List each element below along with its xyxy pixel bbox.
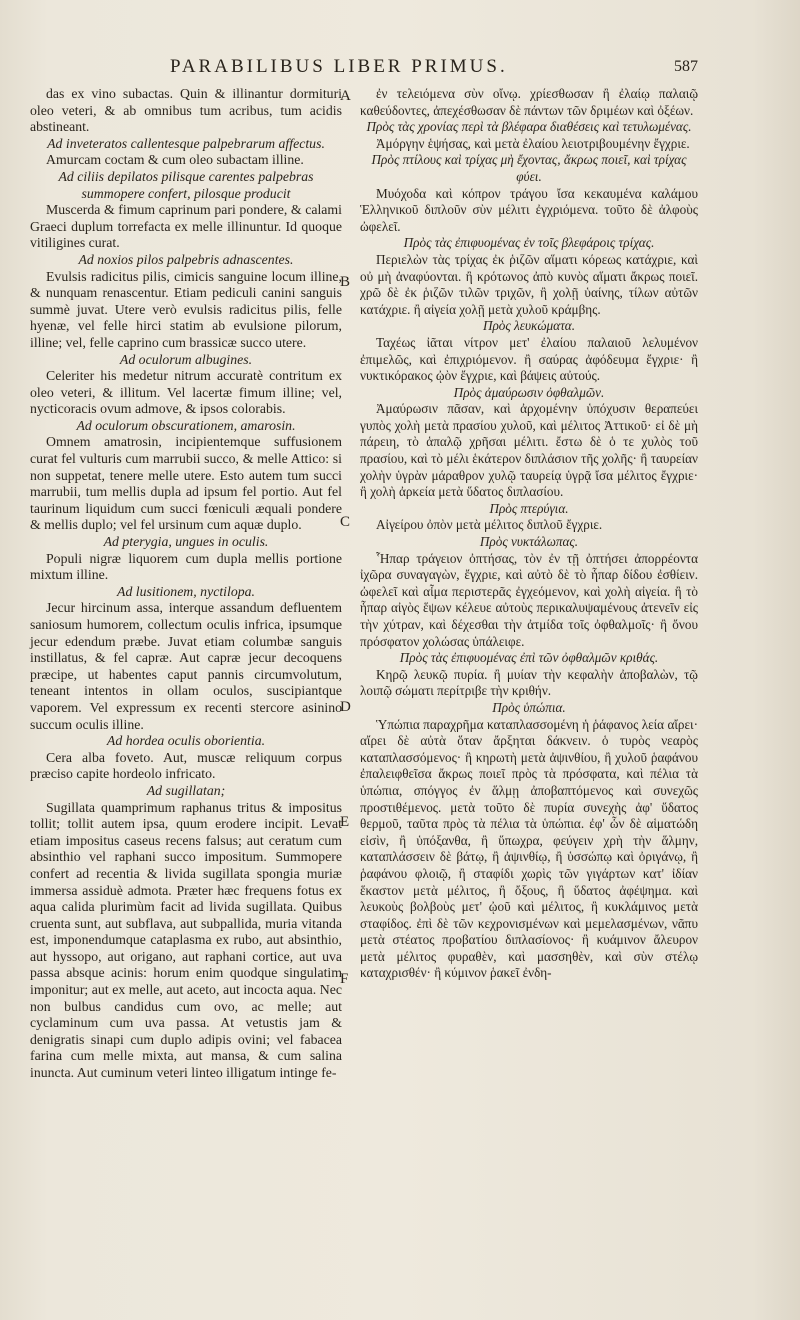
section-heading: Πρὸς ὑπώπια.	[492, 699, 566, 715]
text-paragraph: Ὑπώπια παραχρῆμα καταπλασσομένη ἡ ῥάφανος λεία αἴρει· αἴρει δὲ αὐτὰ ὅταν ἄρξηται δάκνειν. ὁ τυρὸς νεαρὸς καταπλασσόμενος· ἢ κηρωτὴ μετὰ ἀψινθίου, ἢ χυλοῦ ῥαφάνου ἐπαλειφθεῖσα ἄκρως ποιεῖ πρὸς τὰ πρόσφατα, καὶ πέλια τὰ ὑπώπια, σπόγγος ἐν ἅλμῃ ἀποβαπτόμενος καὶ συνεχῶς προστιθέμενος. μετὰ τοῦτο δὲ πυρία συνεχὴς ἀφ' ὕδατος θερμοῦ, ταῦτα πρὸς τὰ πέλια τὰ ὑπώπια. ἐφ' ὧν δὲ αἱματώδη εἰσὶν, ἢ ὑπόξανθα, ἢ ὕπωχρα, φεύγειν χρὴ τὴν ἅλμην, καταπλάσσειν δὲ βάτῳ, ἢ ἀψινθίῳ, ἢ ὑσσώπῳ καὶ ὀριγάνῳ, ἢ ῥαφάνου φλοιῷ, ἢ σταφίδι χωρὶς τῶν γιγάρτων κατ' ἰδίαν ἕκαστον μετὰ μέλιτος, ἢ ὄξους, ἢ ὕδατος ἀφέψημα. καὶ λευκοὺς βολβοὺς μετ' ᾠοῦ καὶ μέλιτος, ἢ κυκλάμινος μετὰ σταφίδος. ἐπὶ δὲ τῶν κεχρονισμένων καὶ μεμελασμένων, νᾶπυ μετὰ στέατος προβατίου διπλασίονος· ἢ κυάμινον ἄλευρον μετὰ μέλιτος φυραθὲν, καὶ μασσηθὲν, καὶ σὺν στέλῳ καταχρισθέν· ἢ κύμινον ῥακεῖ ἐνδη-	[360, 716, 698, 981]
section-heading: Ad ciliis depilatos pilisque carentes palpebras summopere confert, pilosque producit	[58, 168, 314, 201]
text-paragraph: ἐν τελειόμενα σὺν οἴνῳ. χρίεσθωσαν ἢ ἐλαίῳ παλαιῷ καθεύδοντες, ἀπεχέσθωσαν δὲ πάντων τῶν δριμέων καὶ ὀξέων.	[360, 86, 698, 118]
margin-letter-d: D	[340, 699, 351, 715]
section-heading: Πρὸς πτερύγια.	[489, 500, 569, 516]
text-paragraph: Cera alba foveto. Aut, muscæ reliquum corpus præciso capite hordeolo infricato.	[30, 749, 342, 782]
section-heading: Ad lusitionem, nyctilopa.	[117, 583, 255, 599]
margin-letter-f: F	[340, 971, 349, 987]
margin-letter-a: A	[340, 88, 351, 104]
text-paragraph: Μυόχοδα καὶ κόπρον τράγου ἴσα κεκαυμένα καλάμου Ἑλληνικοῦ διπλοῦν σὺν μέλιτι ἐγχριόμενα. τοῦτο δὲ ἀλφοὺς ὠφελεῖ.	[360, 185, 698, 234]
page-number: 587	[674, 58, 698, 75]
text-paragraph: Muscerda & fimum caprinum pari pondere, & calami Graeci duplum torrefacta ex melle illinuntur. Id quoque vitiligines curat.	[30, 202, 342, 251]
section-heading: Πρὸς τὰς χρονίας περὶ τὰ βλέφαρα διαθέσεις καὶ τετυλωμένας.	[366, 119, 692, 135]
text-paragraph: Jecur hircinum assa, interque assandum defluentem saniosum humorem, collectum oculis infrica, ipsumque jecur edendum præbe. Juvat etiam columbæ sanguis instillatus, & fel capræ. Aut capræ jecur decoquens præcipe, ut habentes caput pannis circumvolutum, teneant intentos in ollam oculos, suscipiantque vaporem. Vel expressum ex recenti stercore asinino succum oculis illine.	[30, 600, 342, 732]
greek-column	[360, 86, 698, 982]
section-heading: Ad oculorum albugines.	[119, 351, 253, 367]
margin-letters	[340, 86, 360, 1186]
running-head	[0, 56, 800, 82]
text-paragraph: Περιελὼν τὰς τρίχας ἐκ ῥιζῶν αἵματι κόρεως κατάχριε, καὶ οὐ μὴ ἀναφύονται. ἢ κρότωνος ἀπὸ κυνὸς αἵματι ἄκρως ποιεῖ. χρῶ δὲ ἐκ ῥιζῶν τιλῶν τριχῶν, ἢ χολῇ ὑαίνης, τίλων αὐτῶν κατάχριε. ἢ αἰγεία χολῇ μετὰ χυλοῦ κράμβης.	[360, 251, 698, 317]
section-heading: Ad hordea oculis oborientia.	[106, 733, 266, 749]
margin-letter-b: B	[340, 274, 351, 290]
text-paragraph: Populi nigræ liquorem cum dupla mellis portione mixtum illine.	[30, 550, 342, 583]
text-paragraph: Ἀμόργην ἑψήσας, καὶ μετὰ ἐλαίου λειοτριβουμένην ἔγχριε.	[376, 135, 690, 151]
text-paragraph: Ἀμαύρωσιν πᾶσαν, καὶ ἀρχομένην ὑπόχυσιν θεραπεύει γυπὸς χολὴ μετὰ πρασίου χυλοῦ, καὶ μέλιτος Ἀττικοῦ· εἰ δὲ μὴ πάρειη, τὸ ἁπαλῷ χρῆσαι μέλιτι. ἔστω δὲ ὁ τε χυλὸς τοῦ πρασίου, καὶ τὸ μέλι ἑκάτερον διπλάσιον τῆς χολῆς· ἢ ταυρείαν χολὴν ὑγρὰν μάραθρον χυλῷ ταυρείᾳ ὑγρᾷ ἴσα μέλιτος ἔγχριε· ἢ χολὴ ἀρκεία μετὰ ὕδατος διπλασίου.	[360, 401, 698, 500]
text-paragraph: Evulsis radicitus pilis, cimicis sanguine locum illine, & nunquam renascentur. Etiam pediculi canini sanguis summè juvat. Utere verò evulsis radicitus pilis, felle hyenæ, vel felle hirci statim ab evulsione pilorum, illine; vel, felle caprino cum brassicæ succo utere.	[30, 268, 342, 350]
section-heading: Πρὸς ἀμαύρωσιν ὀφθαλμῶν.	[453, 384, 605, 400]
latin-column	[30, 86, 342, 1082]
text-paragraph: Ταχέως ἰᾶται νίτρον μετ' ἐλαίου παλαιοῦ λελυμένον ἐπιμελῶς, καὶ ἐπιχριόμενον. ἢ σαύρας ἀφόδευμα ἔγχριε· ἢ νυκτικόρακος ᾠὸν ἔγχριε, καὶ βάψεις αὐτούς.	[360, 334, 698, 384]
section-heading: Ad inveteratos callentesque palpebrarum affectus.	[47, 135, 325, 151]
section-heading: Πρὸς λευκώματα.	[482, 318, 576, 334]
text-paragraph: Amurcam coctam & cum oleo subactam illine.	[46, 152, 304, 168]
text-paragraph: Sugillata quamprimum raphanus tritus & impositus tollit; tollit autem ipsa, quum erodere incipit. Levat etiam impositus caseus recens falsus; aut ceratum cum absinthio vel raphani succo impositum. Summopere confert ad recentia & livida sugillata spongia muriæ immersa assiduè admota. Præter hæc frequens fotus ex aqua calida plurimùm facit ad livida sugillata. Quibus cruenta sunt, aut subflava, aut subpallida, muria vitanda est, imponendumque cataplasma ex rubo, aut absinthio, aut hyssopo, aut origano, aut raphani cortice, aut uva passa absque acinis: horum enim quodque singulatim imponitur; aut ex melle, aut aceto, aut incocta aqua. Nec non bulbus candidus cum ovo, ac melle; aut cyclaminum cum uva passa. At vetustis jam & denigratis sinapi cum duplo adipis ovini; vel fabacea farina cum melle mixta, aut mansa, & cum salina inuncta. Aut cuminum veteri linteo illigatum intinge fe-	[30, 799, 342, 1081]
section-heading: Πρὸς τὰς ἐπιφυομένας ἐν τοῖς βλεφάροις τρίχας.	[403, 235, 655, 251]
margin-letter-e: E	[340, 814, 350, 830]
section-heading: Πρὸς νυκτάλωπας.	[479, 534, 579, 550]
text-paragraph: Ἧπαρ τράγειον ὀπτήσας, τὸν ἐν τῇ ὀπτήσει ἀπορρέοντα ἰχῶρα συναγαγὼν, ἔγχριε, καὶ αὐτὸ δὲ τὸ ἧπαρ δίδου ἐσθίειν. ὠφελεῖ καὶ αἷμα περιστερᾶς ἐγχεόμενον, καὶ χολὴ αἰγεία. ἢ τὸ ἧπαρ αἰγὸς ἕψων κέλευε αὐτοὺς περικαλυψαμένους ἀτενεῖν εἰς τὴν χύτραν, καὶ δέχεσθαι τὴν ἀτμίδα τοῖς ὀφθαλμοῖς· ἢ ὄνου πρόσφατον χολώσας ὑπάλειφε.	[360, 550, 698, 649]
section-heading: Ad noxios pilos palpebris adnascentes.	[78, 251, 294, 267]
text-paragraph: Omnem amatrosin, incipientemque suffusionem curat fel vulturis cum marrubii succo, & melle Attico: si non suppetat, tenere melle utere. Esto autem tum succi marrubii, tum mellis dupla ad ipsum fel portio. Aut fel taurinum liquidum cum succi fœniculi æquali pondere & mellis duplo; vel fel ursinum cum aquæ duplo.	[30, 434, 342, 533]
text-paragraph: Κηρῷ λευκῷ πυρία. ἢ μυίαν τὴν κεφαλὴν ἀποβαλὼν, τῷ λοιπῷ σώματι περίτριβε τὴν κριθήν.	[360, 666, 698, 699]
section-heading: Ad pterygia, ungues in oculis.	[103, 534, 269, 550]
section-heading: Ad sugillatan;	[146, 782, 226, 798]
section-heading: Ad oculorum obscurationem, amarosin.	[76, 417, 296, 433]
text-paragraph: Αἰγείρου ὀπὸν μετὰ μέλιτος διπλοῦ ἔγχριε.	[376, 517, 603, 533]
margin-letter-c: C	[340, 514, 351, 530]
text-paragraph: Celeriter his medetur nitrum accuratè contritum ex oleo veteri, & illitum. Vel lacertæ fimum illine; vel, nycticoracis ovum admove, & ipsos colorabis.	[30, 368, 342, 417]
running-title: PARABILIBUS LIBER PRIMUS.	[170, 56, 508, 77]
text-paragraph: das ex vino subactas. Quin & illinantur dormituri oleo veteri, & ab omnibus tum acribus, tum acidis abstineant.	[30, 86, 342, 135]
section-heading: Πρὸς πτίλους καὶ τρίχας μὴ ἔχοντας, ἄκρως ποιεῖ, καὶ τρίχας φύει.	[371, 152, 687, 184]
section-heading: Πρὸς τὰς ἐπιφυομένας ἐπὶ τῶν ὀφθαλμῶν κριθάς.	[399, 650, 659, 666]
